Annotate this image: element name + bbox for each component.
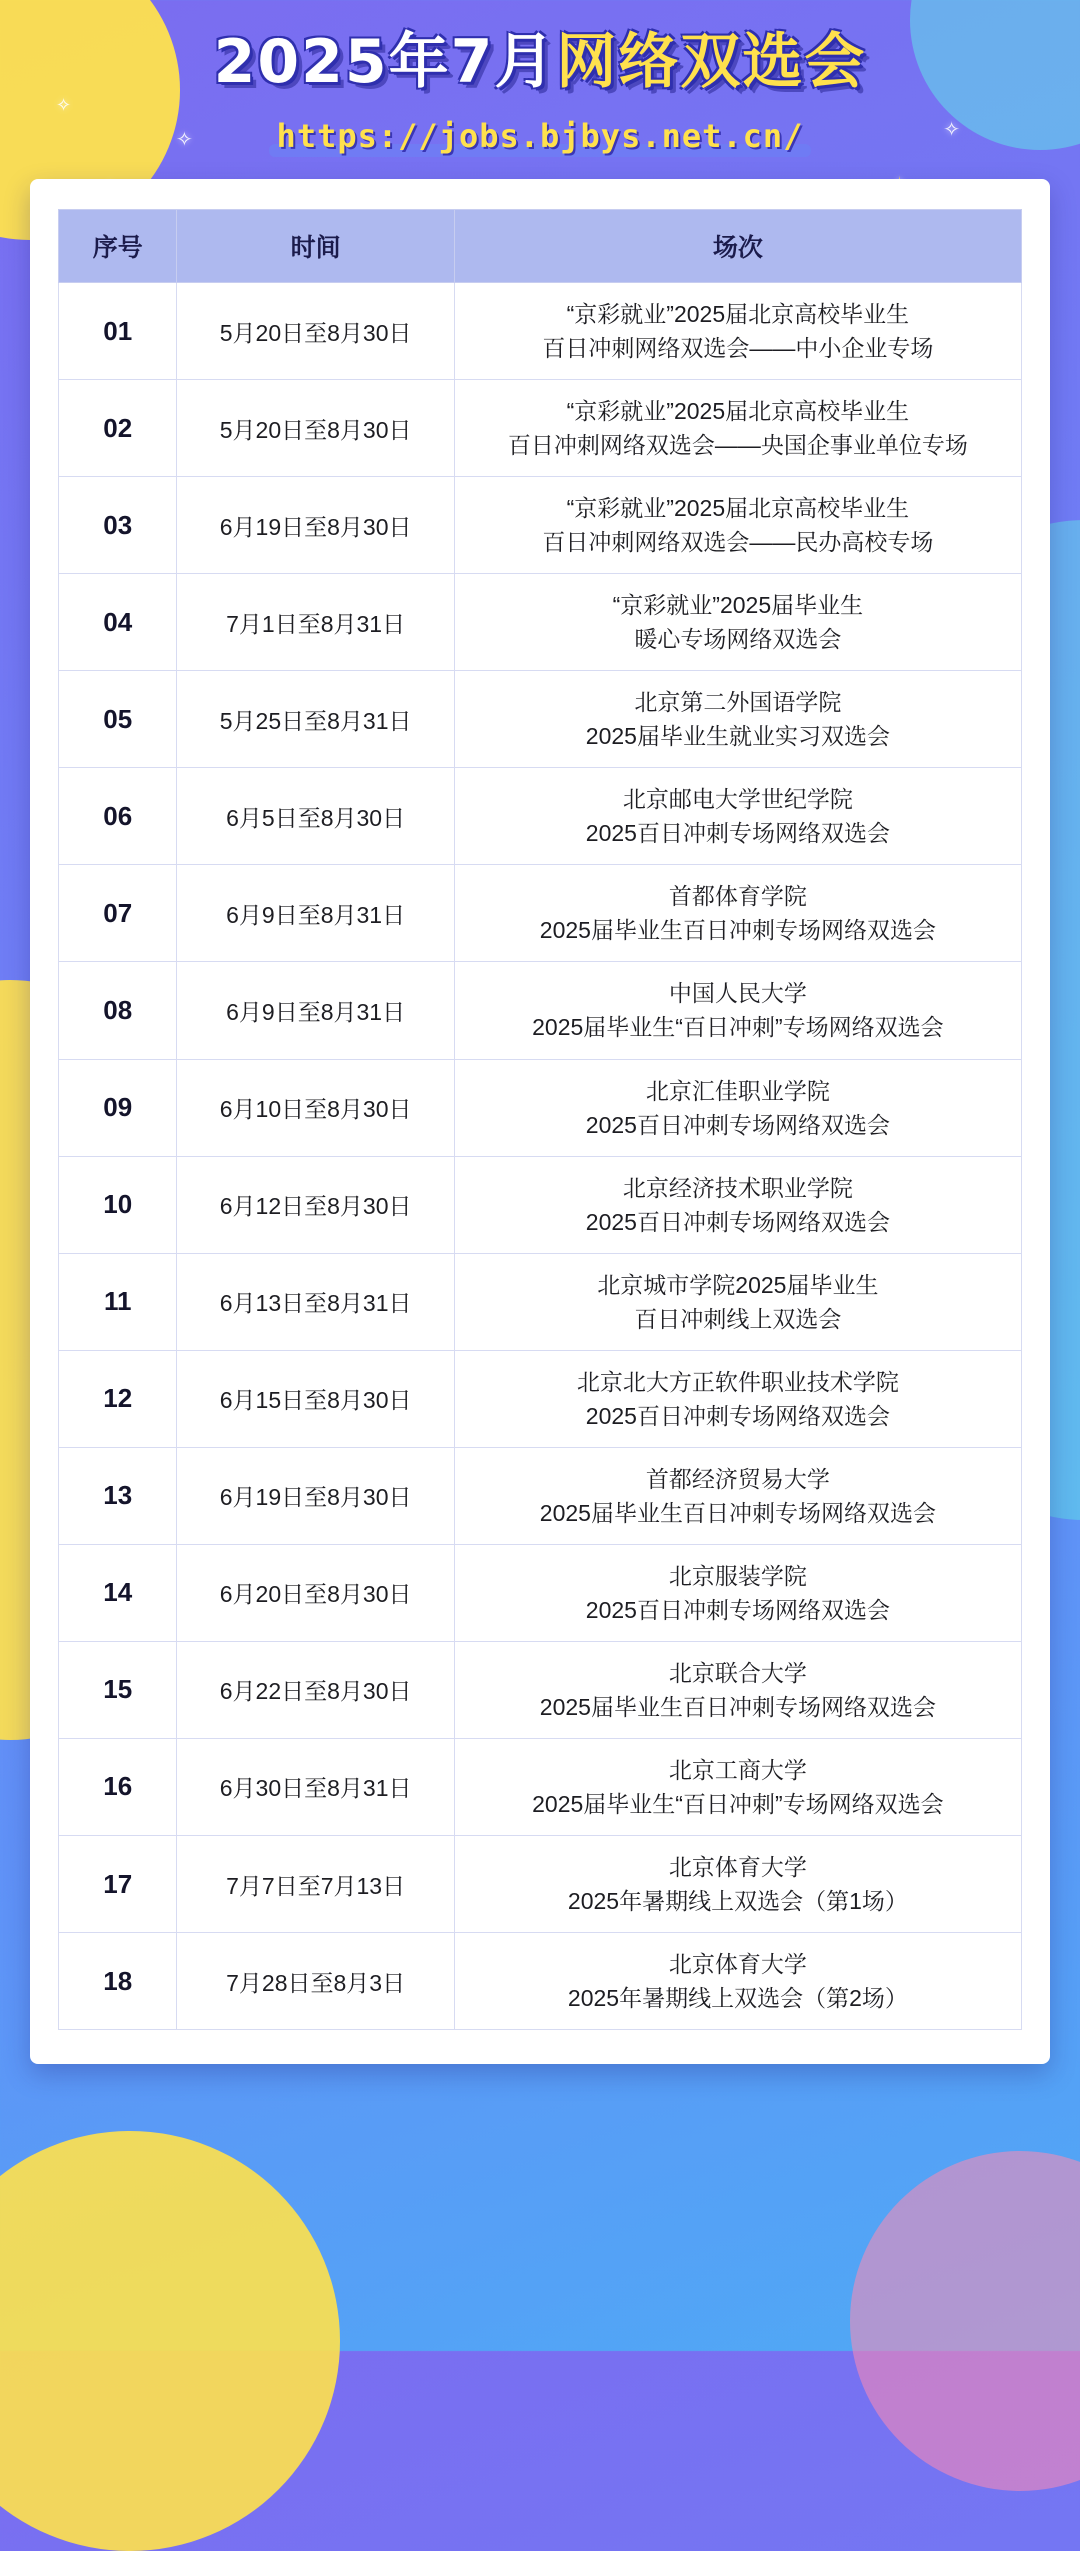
row-index: 15 bbox=[59, 1641, 177, 1738]
row-date-range: 5月25日至8月31日 bbox=[177, 671, 454, 768]
row-index: 14 bbox=[59, 1544, 177, 1641]
table-row bbox=[59, 768, 1022, 865]
row-session-line1: “京彩就业”2025届北京高校毕业生 bbox=[566, 495, 910, 522]
row-session-line2: 百日冲刺线上双选会 bbox=[634, 1305, 842, 1332]
row-index: 11 bbox=[59, 1253, 177, 1350]
row-date-range: 6月12日至8月30日 bbox=[177, 1156, 454, 1253]
row-session-line2: 2025百日冲刺专场网络双选会 bbox=[585, 1208, 890, 1235]
row-date-range: 6月20日至8月30日 bbox=[177, 1544, 454, 1641]
row-session-line2: 2025年暑期线上双选会（第1场） bbox=[567, 1888, 908, 1915]
table-row bbox=[59, 1059, 1022, 1156]
table-row bbox=[59, 574, 1022, 671]
row-session-line1: 北京第二外国语学院 bbox=[634, 689, 842, 716]
row-session-line1: “京彩就业”2025届毕业生 bbox=[612, 592, 864, 619]
row-date-range: 6月13日至8月31日 bbox=[177, 1253, 454, 1350]
row-session bbox=[454, 1059, 1021, 1156]
table-header bbox=[59, 210, 1022, 283]
table-body bbox=[59, 283, 1022, 2030]
row-session-line1: 北京体育大学 bbox=[668, 1951, 807, 1978]
page-title bbox=[214, 28, 867, 97]
table-row bbox=[59, 1447, 1022, 1544]
row-date-range: 6月22日至8月30日 bbox=[177, 1641, 454, 1738]
site-url[interactable]: https://jobs.bjbys.net.cn/ bbox=[276, 117, 804, 155]
decor-blob-bottom-left bbox=[0, 2131, 340, 2551]
row-index: 02 bbox=[59, 380, 177, 477]
row-index: 12 bbox=[59, 1350, 177, 1447]
page-title-part-event: 网络双选会 bbox=[556, 27, 867, 97]
row-session-line1: 首都体育学院 bbox=[668, 883, 807, 910]
row-session-line1: 北京工商大学 bbox=[668, 1756, 807, 1783]
row-session-line1: 北京邮电大学世纪学院 bbox=[622, 786, 853, 813]
row-session bbox=[454, 768, 1021, 865]
row-session bbox=[454, 1544, 1021, 1641]
row-session-line1: 北京服装学院 bbox=[668, 1562, 807, 1589]
row-session bbox=[454, 865, 1021, 962]
sparkle-icon: ✧ bbox=[943, 119, 960, 141]
row-session-line2: 2025届毕业生“百日冲刺”专场网络双选会 bbox=[532, 1790, 944, 1817]
sparkle-icon: ✧ bbox=[176, 129, 193, 151]
row-index: 09 bbox=[59, 1059, 177, 1156]
row-session bbox=[454, 671, 1021, 768]
row-index: 18 bbox=[59, 1933, 177, 2030]
row-session-line2: 百日冲刺网络双选会——中小企业专场 bbox=[542, 335, 934, 362]
row-index: 01 bbox=[59, 283, 177, 380]
row-session bbox=[454, 283, 1021, 380]
row-session bbox=[454, 1836, 1021, 1933]
row-session-line1: “京彩就业”2025届北京高校毕业生 bbox=[566, 301, 910, 327]
table-row bbox=[59, 477, 1022, 574]
table-row bbox=[59, 962, 1022, 1059]
row-session-line2: 2025百日冲刺专场网络双选会 bbox=[585, 1402, 890, 1429]
table-row bbox=[59, 283, 1022, 380]
row-index: 13 bbox=[59, 1447, 177, 1544]
row-date-range: 7月1日至8月31日 bbox=[177, 574, 454, 671]
row-date-range: 6月19日至8月30日 bbox=[177, 1447, 454, 1544]
row-session-line2: 百日冲刺网络双选会——央国企事业单位专场 bbox=[507, 432, 968, 459]
row-session bbox=[454, 1156, 1021, 1253]
row-session-line2: 2025百日冲刺专场网络双选会 bbox=[585, 1596, 890, 1623]
row-session-line2: 2025百日冲刺专场网络双选会 bbox=[585, 820, 890, 847]
row-session-line2: 2025届毕业生“百日冲刺”专场网络双选会 bbox=[532, 1014, 944, 1041]
row-index: 06 bbox=[59, 768, 177, 865]
row-session-line1: 北京城市学院2025届毕业生 bbox=[597, 1271, 879, 1298]
row-session-line2: 2025届毕业生百日冲刺专场网络双选会 bbox=[539, 917, 936, 944]
row-session-line2: 暖心专场网络双选会 bbox=[634, 626, 842, 653]
row-index: 04 bbox=[59, 574, 177, 671]
row-session-line1: 北京北大方正软件职业技术学院 bbox=[576, 1368, 899, 1395]
row-session bbox=[454, 1447, 1021, 1544]
sparkle-icon: ✧ bbox=[56, 95, 72, 115]
row-session-line2: 2025年暑期线上双选会（第2场） bbox=[567, 1985, 908, 2012]
row-index: 05 bbox=[59, 671, 177, 768]
row-session-line2: 2025届毕业生百日冲刺专场网络双选会 bbox=[539, 1693, 936, 1720]
poster-header bbox=[0, 0, 1080, 161]
row-session-line1: “京彩就业”2025届北京高校毕业生 bbox=[566, 398, 910, 425]
column-header-no: 序号 bbox=[59, 210, 177, 283]
row-date-range: 6月10日至8月30日 bbox=[177, 1059, 454, 1156]
row-session bbox=[454, 1350, 1021, 1447]
row-session bbox=[454, 380, 1021, 477]
row-session bbox=[454, 477, 1021, 574]
row-date-range: 6月5日至8月30日 bbox=[177, 768, 454, 865]
row-date-range: 6月30日至8月31日 bbox=[177, 1738, 454, 1835]
row-session-line1: 北京联合大学 bbox=[668, 1659, 807, 1686]
table-row bbox=[59, 1350, 1022, 1447]
row-date-range: 7月28日至8月3日 bbox=[177, 1933, 454, 2030]
row-date-range: 6月19日至8月30日 bbox=[177, 477, 454, 574]
schedule-table bbox=[58, 209, 1022, 2030]
row-index: 16 bbox=[59, 1738, 177, 1835]
page-title-part-date: 2025年7月 bbox=[213, 27, 557, 97]
table-row bbox=[59, 1641, 1022, 1738]
row-date-range: 7月7日至7月13日 bbox=[177, 1836, 454, 1933]
decor-blob-bottom-right bbox=[850, 2151, 1080, 2491]
schedule-card bbox=[30, 179, 1050, 2064]
row-date-range: 6月15日至8月30日 bbox=[177, 1350, 454, 1447]
table-row bbox=[59, 1836, 1022, 1933]
row-session-line2: 2025百日冲刺专场网络双选会 bbox=[585, 1111, 890, 1138]
row-session bbox=[454, 1933, 1021, 2030]
row-session bbox=[454, 962, 1021, 1059]
table-row bbox=[59, 1156, 1022, 1253]
row-session-line1: 北京汇佳职业学院 bbox=[645, 1077, 830, 1104]
column-header-session: 场次 bbox=[454, 210, 1021, 283]
table-row bbox=[59, 1544, 1022, 1641]
row-index: 10 bbox=[59, 1156, 177, 1253]
row-session-line1: 北京体育大学 bbox=[668, 1854, 807, 1880]
table-row bbox=[59, 671, 1022, 768]
table-row bbox=[59, 865, 1022, 962]
column-header-time: 时间 bbox=[177, 210, 454, 283]
table-row bbox=[59, 380, 1022, 477]
row-session-line2: 百日冲刺网络双选会——民办高校专场 bbox=[542, 529, 934, 556]
row-index: 17 bbox=[59, 1836, 177, 1933]
row-session bbox=[454, 574, 1021, 671]
row-index: 08 bbox=[59, 962, 177, 1059]
row-session-line1: 中国人民大学 bbox=[668, 980, 807, 1007]
row-session bbox=[454, 1738, 1021, 1835]
row-date-range: 5月20日至8月30日 bbox=[177, 283, 454, 380]
table-header-row bbox=[59, 210, 1022, 283]
row-index: 03 bbox=[59, 477, 177, 574]
row-session bbox=[454, 1641, 1021, 1738]
row-index: 07 bbox=[59, 865, 177, 962]
site-url-container[interactable] bbox=[263, 115, 818, 161]
table-row bbox=[59, 1933, 1022, 2030]
row-date-range: 6月9日至8月31日 bbox=[177, 865, 454, 962]
row-session-line2: 2025届毕业生百日冲刺专场网络双选会 bbox=[539, 1499, 936, 1526]
row-date-range: 6月9日至8月31日 bbox=[177, 962, 454, 1059]
row-session-line1: 首都经济贸易大学 bbox=[645, 1465, 830, 1492]
row-session bbox=[454, 1253, 1021, 1350]
table-row bbox=[59, 1253, 1022, 1350]
row-session-line2: 2025届毕业生就业实习双选会 bbox=[585, 723, 890, 750]
row-session-line1: 北京经济技术职业学院 bbox=[622, 1174, 853, 1201]
row-date-range: 5月20日至8月30日 bbox=[177, 380, 454, 477]
table-row bbox=[59, 1738, 1022, 1835]
